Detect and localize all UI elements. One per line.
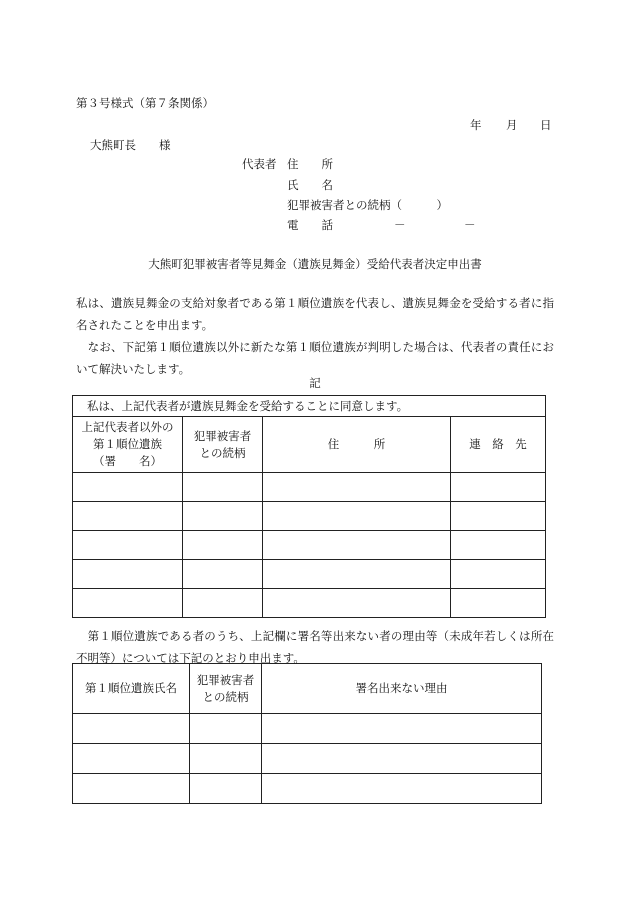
table-row xyxy=(73,502,546,531)
address-label: 住 所 xyxy=(287,157,333,171)
date-month-label: 月 xyxy=(506,118,518,132)
bereaved-name-cell[interactable] xyxy=(73,774,190,804)
relation-cell[interactable] xyxy=(190,774,262,804)
reason-cell[interactable] xyxy=(262,714,542,744)
signer-name-cell[interactable] xyxy=(73,502,183,531)
col-header-contact: 連 絡 先 xyxy=(451,417,546,473)
phone-dash-1: － xyxy=(394,218,406,232)
signer-name-cell[interactable] xyxy=(73,560,183,589)
reason-cell[interactable] xyxy=(262,774,542,804)
relation-cell[interactable] xyxy=(183,531,263,560)
date-day-label: 日 xyxy=(540,118,552,132)
name-label: 氏 名 xyxy=(287,178,333,192)
representative-label: 代表者 xyxy=(242,157,277,171)
col-header-signer: 上記代表者以外の 第１順位遺族 （署 名） xyxy=(73,417,183,473)
table-row xyxy=(73,744,542,774)
form-number: 第３号様式（第７条関係） xyxy=(76,96,214,110)
address-cell[interactable] xyxy=(263,589,451,618)
signers-table xyxy=(72,395,546,618)
col-header-bereaved-name: 第１順位遺族氏名 xyxy=(73,664,190,714)
table-row xyxy=(73,531,546,560)
address-cell[interactable] xyxy=(263,531,451,560)
address-cell[interactable] xyxy=(263,502,451,531)
ki-heading: 記 xyxy=(309,376,321,390)
col-header-relation: 犯罪被害者 との続柄 xyxy=(190,664,262,714)
col-header-relation: 犯罪被害者 との続柄 xyxy=(183,417,263,473)
contact-cell[interactable] xyxy=(451,560,546,589)
phone-label: 電 話 xyxy=(287,218,333,232)
bereaved-name-cell[interactable] xyxy=(73,744,190,774)
relation-cell[interactable] xyxy=(183,473,263,502)
col-header-address: 住 所 xyxy=(263,417,451,473)
reason-cell[interactable] xyxy=(262,744,542,774)
table-row xyxy=(73,589,546,618)
col-header-reason: 署名出来ない理由 xyxy=(262,664,542,714)
contact-cell[interactable] xyxy=(451,589,546,618)
bereaved-name-cell[interactable] xyxy=(73,714,190,744)
signer-name-cell[interactable] xyxy=(73,473,183,502)
paragraph-reason: 第１順位遺族である者のうち、上記欄に署名等出来ない者の理由等（未成年若しくは所在不明等）については下記のとおり申出ます。 xyxy=(76,629,554,665)
table-row xyxy=(73,473,546,502)
contact-cell[interactable] xyxy=(451,502,546,531)
signer-name-cell[interactable] xyxy=(73,589,183,618)
contact-cell[interactable] xyxy=(451,473,546,502)
paragraph-responsibility: なお、下記第１順位遺族以外に新たな第１順位遺族が判明した場合は、代表者の責任において解決いたします。 xyxy=(76,340,554,376)
addressee: 大熊町長 様 xyxy=(90,138,171,152)
table-row xyxy=(73,774,542,804)
contact-cell[interactable] xyxy=(451,531,546,560)
relation-cell[interactable] xyxy=(183,560,263,589)
relation-cell[interactable] xyxy=(190,714,262,744)
relation-cell[interactable] xyxy=(183,502,263,531)
table-row xyxy=(73,714,542,744)
relation-cell[interactable] xyxy=(190,744,262,774)
reasons-table xyxy=(72,663,542,804)
relation-cell[interactable] xyxy=(183,589,263,618)
document-title: 大熊町犯罪被害者等見舞金（遺族見舞金）受給代表者決定申出書 xyxy=(148,257,482,271)
address-cell[interactable] xyxy=(263,473,451,502)
table-row xyxy=(73,560,546,589)
relation-label: 犯罪被害者との続柄（ ） xyxy=(287,198,448,212)
consent-statement: 私は、上記代表者が遺族見舞金を受給することに同意します。 xyxy=(73,396,546,417)
signer-name-cell[interactable] xyxy=(73,531,183,560)
phone-dash-2: － xyxy=(464,218,476,232)
address-cell[interactable] xyxy=(263,560,451,589)
date-year-label: 年 xyxy=(470,118,482,132)
paragraph-request: 私は、遺族見舞金の支給対象者である第１順位遺族を代表し、遺族見舞金を受給する者に指名されたことを申出ます。 xyxy=(76,296,554,332)
